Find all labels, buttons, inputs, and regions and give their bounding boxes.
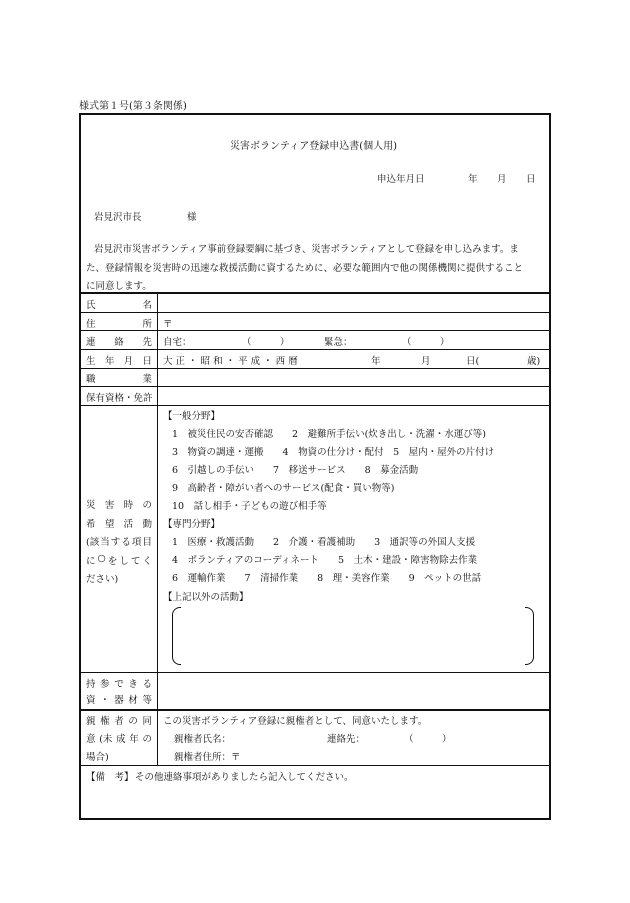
activities-label-line: に ○ を し て く <box>86 553 152 567</box>
activities-label-line: ださい) <box>86 574 119 585</box>
activities-label-line: 災 害 時 の <box>86 500 152 511</box>
guardian-label-line: 場合) <box>86 752 109 763</box>
remarks-instruction: その他連絡事項がありましたら記入してください。 <box>135 772 354 783</box>
divider <box>80 330 550 331</box>
activities-label-line: 希 望 活 動 <box>86 519 152 530</box>
equipment-label-line: 資 ・ 器 材 等 <box>86 695 152 706</box>
qualifications-field[interactable] <box>163 390 547 404</box>
guardian-address-label[interactable]: 親権者住所：〒 <box>174 752 241 763</box>
age-unit: 歳) <box>527 356 541 367</box>
occupation-label: 職 業 <box>86 374 152 385</box>
divider <box>80 405 550 406</box>
address-label: 住 所 <box>86 319 152 330</box>
guardian-contact-label: 連絡先： <box>327 734 366 745</box>
contact-label: 連 絡 先 <box>86 337 152 348</box>
equipment-field[interactable] <box>163 676 547 706</box>
right-bracket <box>525 607 534 665</box>
activities-label-line: (該 当 す る 項 目 <box>86 537 152 548</box>
special-heading: 【専門分野】 <box>163 519 221 530</box>
divider <box>80 349 550 350</box>
general-options[interactable]: 3 物資の調達・運搬 4 物資の仕分け・配付 5 屋内・屋外の片付け <box>172 447 495 458</box>
divider <box>80 709 550 711</box>
equipment-label-line: 持 参 で き る <box>86 679 152 690</box>
divider <box>80 672 550 673</box>
guardian-name-label[interactable]: 親権者氏名： <box>174 734 232 745</box>
birthdate-era-options[interactable]: 大 正 ・ 昭 和 ・ 平 成 ・ 西 暦 <box>163 356 298 367</box>
birth-day-unit: 日( <box>466 356 480 367</box>
label-column-divider <box>157 293 158 765</box>
guardian-label-line: 親 権 者 の 同 <box>86 716 152 727</box>
addressee-name: 岩見沢市長 <box>94 212 142 223</box>
name-field[interactable] <box>163 297 547 311</box>
contact-home-label: 自宅： <box>163 337 192 348</box>
year-unit: 年 <box>468 174 478 185</box>
guardian-consent-text: この災害ボランティア登録に親権者として、同意いたします。 <box>163 716 428 727</box>
divider <box>80 386 550 387</box>
remarks-label: 【備 考】 <box>86 772 134 783</box>
name-label: 氏 名 <box>86 300 152 311</box>
divider <box>80 765 550 766</box>
special-options[interactable]: 6 運輸作業 7 清掃作業 8 理・美容作業 9 ペットの世話 <box>172 573 482 584</box>
general-options[interactable]: 6 引越しの手伝い 7 移送サービス 8 募金活動 <box>172 465 419 476</box>
divider <box>80 312 550 313</box>
divider <box>80 368 550 369</box>
intro-line-2: た、登録情報を災害時の迅速な救援活動に資するために、必要な範囲内で他の関係機関に提供すること <box>86 263 524 274</box>
left-bracket <box>172 607 181 665</box>
addressee-honorific: 様 <box>187 212 197 223</box>
application-date-label: 申込年月日 <box>377 174 425 185</box>
other-heading: 【上記以外の活動】 <box>163 592 249 603</box>
contact-home-field[interactable]: （ ） <box>242 337 290 348</box>
contact-emergency-label: 緊急： <box>324 337 353 348</box>
intro-line-3: に同意します。 <box>86 281 152 292</box>
occupation-field[interactable] <box>163 371 547 385</box>
other-activity-field[interactable] <box>172 607 534 663</box>
form-title: 災害ボランティア登録申込書(個人用) <box>230 141 398 152</box>
qualifications-label: 保有資格・免許 <box>86 393 153 404</box>
special-options[interactable]: 1 医療・救護活動 2 介護・看護補助 3 通訳等の外国人支援 <box>172 537 476 548</box>
birth-month-unit: 月 <box>421 356 431 367</box>
birthdate-label: 生 年 月 日 <box>86 356 152 367</box>
special-options[interactable]: 4 ボランティアのコーディネート 5 土木・建設・障害物除去作業 <box>172 555 478 566</box>
general-options[interactable]: 9 高齢者・障がい者へのサービス(配食・買い物等) <box>172 483 395 494</box>
divider <box>80 292 550 294</box>
day-unit: 日 <box>526 174 536 185</box>
general-options[interactable]: 1 被災住民の安否確認 2 避難所手伝い(炊き出し・洗濯・水運び等) <box>172 429 487 440</box>
remarks-field[interactable] <box>86 785 546 815</box>
general-options[interactable]: 10 話し相手・子どもの遊び相手等 <box>172 501 327 512</box>
month-unit: 月 <box>497 174 507 185</box>
guardian-label-line: 意 (未 成 年 の <box>86 734 152 745</box>
form-number: 様式第１号(第３条関係) <box>79 101 187 112</box>
general-heading: 【一般分野】 <box>163 411 221 422</box>
intro-line-1: 岩見沢市災害ボランティア事前登録要綱に基づき、災害ボランティアとして登録を申し込みます。ま <box>94 244 519 255</box>
birth-year-unit: 年 <box>371 356 381 367</box>
contact-emergency-field[interactable]: （ ） <box>402 337 450 348</box>
guardian-contact-field[interactable]: （ ） <box>404 734 452 745</box>
address-field[interactable]: 〒 <box>163 319 173 330</box>
